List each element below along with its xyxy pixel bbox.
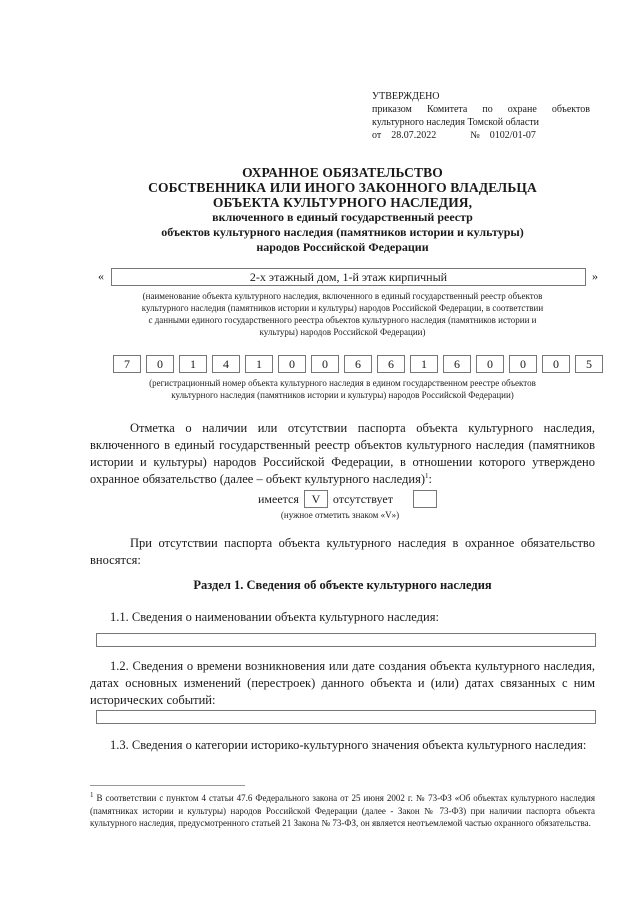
footnote-ref[interactable]: 1 [424,471,429,480]
item-1-1: 1.1. Сведения о наименовании объекта культурного наследия: [110,610,439,624]
reg-digit[interactable]: 5 [575,355,603,373]
reg-digit[interactable]: 0 [509,355,537,373]
reg-digit[interactable]: 6 [443,355,471,373]
has-passport-checkbox[interactable]: V [304,490,328,508]
registration-number-boxes [113,355,603,373]
reg-digit[interactable]: 6 [377,355,405,373]
approval-line-2: культурного наследия Томской области [372,117,540,128]
reg-digit[interactable]: 0 [542,355,570,373]
reg-digit[interactable]: 0 [476,355,504,373]
no-passport-label: отсутствует [332,491,393,506]
close-quote: » [592,269,598,283]
approval-number: 0102/01-07 [489,130,536,141]
object-name-caption: (наименование объекта культурного наследия, включенного в единый государственный реестр объектов культурного наследия (памятников истории и культуры) народов Российской Федерации, в соответствии с данными единого государственного реестра объектов культурного наследия (памятников истории и культуры) народов Российской Федерации) [141,291,544,337]
approval-date: 28.07.2022 [391,130,437,141]
registration-caption: (регистрационный номер объекта культурного наследия в едином государственном реестре объектов культурного наследия (памятников истории и культуры) народов Российской Федерации) [149,378,536,400]
footnote: $^1$ В соответствии с пунктом 4 статьи 47.6 Федерального закона от 25 июня 2002 г. № 73-ФЗ «Об объектах культурного наследия (памятниках истории и культуры) народов Российской Федерации (далее - Закон № 73-ФЗ) при наличии паспорта объекта культурного наследия, предусмотренного статьей 21 Закона № 73-ФЗ, он является неотъемлемой частью охранного обязательства. [90,791,595,828]
item-1-2: 1.2. Сведения о времени возникновения или дате создания объекта культурного наследия, датах основных изменений (перестроек) данного объекта и (или) датах связанных с ним исторических событий: [90,659,595,707]
reg-digit[interactable]: 6 [344,355,372,373]
has-passport-label: имеется [258,491,299,506]
no-passport-checkbox[interactable] [413,490,437,508]
reg-digit[interactable]: 7 [113,355,141,373]
approval-heading: УТВЕРЖДЕНО [372,91,440,102]
item-1-3: 1.3. Сведения о категории историко-культурного значения объекта культурного наследия: [110,738,587,752]
item-1-1-field[interactable] [96,633,596,647]
reg-digit[interactable]: 1 [410,355,438,373]
reg-digit[interactable]: 1 [245,355,273,373]
document-title: ОХРАННОЕ ОБЯЗАТЕЛЬСТВО СОБСТВЕННИКА ИЛИ ИНОГО ЗАКОННОГО ВЛАДЕЛЬЦА ОБЪЕКТА КУЛЬТУРНОГО НАСЛЕДИЯ, включенного в единый государственный реестр объектов культурного наследия (памятников истории и культуры) народов Российской Федерации [148,165,537,254]
passport-check [258,490,442,508]
approval-line-1: приказом Комитета по охране объектов [372,104,590,115]
approval-date-line: от 28.07.2022 № 0102/01-07 [372,130,536,141]
approval-block [372,90,590,142]
passport-paragraph: Отметка о наличии или отсутствии паспорта объекта культурного наследия, включенного в единый государственный реестр объектов культурного наследия (памятников истории и культуры) народов Российской Федерации, в отношении которого утверждено охранное обязательство (далее – объект культурного наследия)$^1$: [90,421,595,486]
reg-digit[interactable]: 0 [311,355,339,373]
absence-paragraph: При отсутствии паспорта объекта культурного наследия в охранное обязательство вносятся: [90,536,595,567]
reg-digit[interactable]: 4 [212,355,240,373]
reg-digit[interactable]: 0 [278,355,306,373]
reg-digit[interactable]: 0 [146,355,174,373]
open-quote: « [98,269,104,283]
object-name-field[interactable]: 2-х этажный дом, 1-й этаж кирпичный [111,268,586,286]
reg-digit[interactable]: 1 [179,355,207,373]
item-1-2-field[interactable] [96,710,596,724]
section-1-title: Раздел 1. Сведения об объекте культурного наследия [193,578,492,592]
footnote-separator [90,785,245,786]
check-hint: (нужное отметить знаком «V») [280,510,400,520]
